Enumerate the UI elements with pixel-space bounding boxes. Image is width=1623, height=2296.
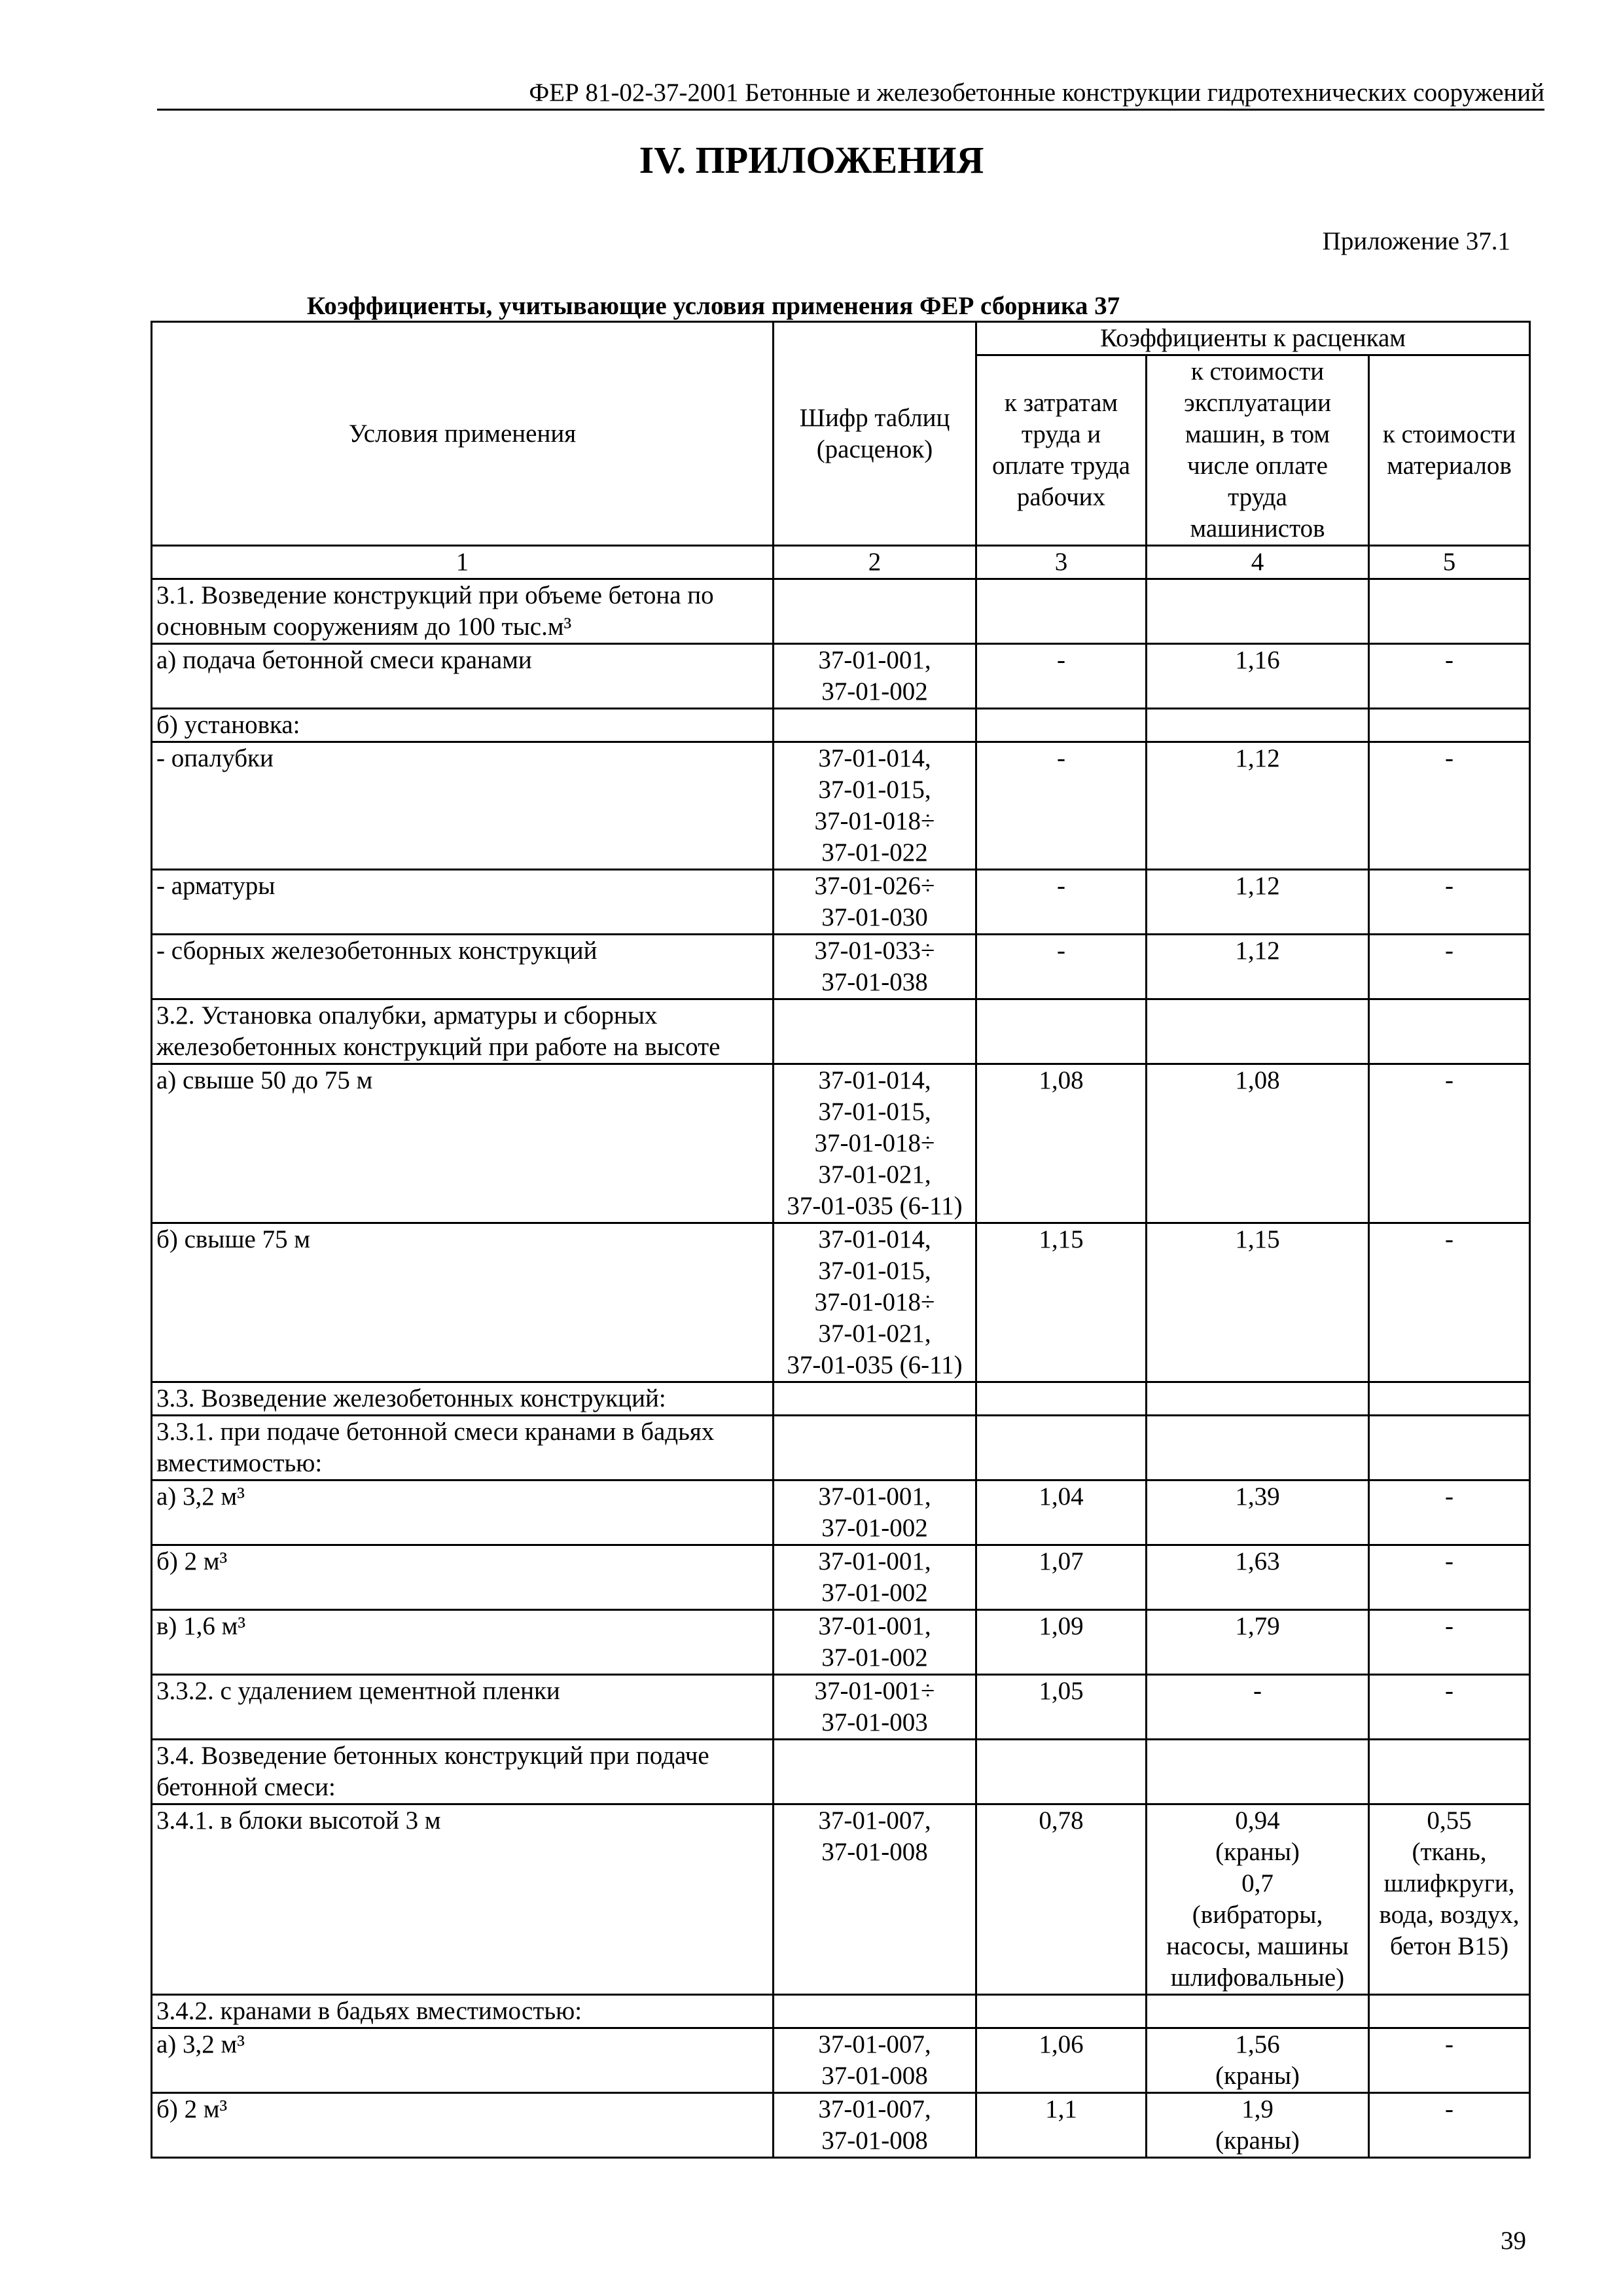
labor-coef-cell (976, 1064, 1147, 1223)
appendix-label: Приложение 37.1 (1322, 227, 1510, 255)
materials-coef-line: 0,55 (1427, 1806, 1472, 1835)
labor-coef-cell (976, 709, 1147, 742)
materials-coef-line: - (1445, 1225, 1454, 1253)
labor-coef-cell (976, 870, 1147, 935)
machines-coef-line: 1,12 (1235, 937, 1280, 965)
materials-coef-cell (1369, 644, 1530, 709)
materials-coef-cell (1369, 1610, 1530, 1675)
header-machines-line: к стоимости (1190, 357, 1325, 386)
table-row (152, 870, 1530, 935)
condition-cell (152, 1382, 774, 1416)
table-row (152, 2028, 1530, 2093)
machines-coef-cell (1147, 1416, 1369, 1480)
machines-coef-cell (1147, 1995, 1369, 2028)
machines-coef-line: 1,08 (1235, 1066, 1280, 1094)
labor-coef-cell (976, 742, 1147, 870)
header-row-1 (152, 322, 1530, 355)
code-line: 37-01-018÷ (814, 1288, 935, 1316)
code-cell (774, 1610, 976, 1675)
header-labor-line: к затратам (1004, 389, 1118, 417)
condition-cell (152, 935, 774, 999)
table-row (152, 1382, 1530, 1416)
code-cell (774, 709, 976, 742)
table-row (152, 1064, 1530, 1223)
column-number-3: 3 (976, 546, 1147, 579)
machines-coef-cell (1147, 1064, 1369, 1223)
table-row (152, 999, 1530, 1064)
header-machines-line: эксплуатации (1183, 389, 1332, 417)
materials-coef-line: вода, воздух, (1379, 1901, 1520, 1929)
materials-coef-cell (1369, 1804, 1530, 1995)
machines-coef-cell (1147, 1545, 1369, 1610)
condition-line: а) свыше 50 до 75 м (156, 1066, 373, 1094)
condition-line: железобетонных конструкций при работе на высоте (156, 1033, 721, 1061)
coefficients-table (151, 321, 1531, 2159)
code-line: 37-01-014, (818, 1225, 931, 1253)
condition-cell (152, 1545, 774, 1610)
materials-coef-cell (1369, 1064, 1530, 1223)
code-cell (774, 999, 976, 1064)
labor-coef-line: - (1057, 744, 1065, 772)
labor-coef-cell (976, 1804, 1147, 1995)
condition-line: - опалубки (156, 744, 274, 772)
code-line: 37-01-021, (818, 1160, 931, 1189)
labor-coef-line: 1,09 (1039, 1612, 1084, 1640)
machines-coef-cell (1147, 579, 1369, 644)
column-number-4: 4 (1147, 546, 1369, 579)
materials-coef-cell (1369, 1416, 1530, 1480)
machines-coef-cell (1147, 1675, 1369, 1740)
header-materials (1369, 355, 1530, 546)
labor-coef-line: 1,04 (1039, 1482, 1084, 1511)
condition-cell (152, 1223, 774, 1382)
header-materials-line: материалов (1387, 452, 1512, 480)
condition-cell (152, 1416, 774, 1480)
machines-coef-line: (краны) (1215, 1838, 1300, 1866)
code-cell (774, 1740, 976, 1804)
condition-cell (152, 1675, 774, 1740)
materials-coef-cell (1369, 870, 1530, 935)
header-machines-line: машинистов (1190, 514, 1325, 543)
machines-coef-line: 0,94 (1235, 1806, 1280, 1835)
code-line: 37-01-001, (818, 1547, 931, 1575)
materials-coef-cell (1369, 1995, 1530, 2028)
condition-cell (152, 1804, 774, 1995)
code-cell (774, 1545, 976, 1610)
labor-coef-line: - (1057, 872, 1065, 900)
header-machines-line: машин, в том (1185, 420, 1330, 448)
materials-coef-cell (1369, 709, 1530, 742)
labor-coef-cell (976, 2028, 1147, 2093)
materials-coef-cell (1369, 2028, 1530, 2093)
labor-coef-cell (976, 999, 1147, 1064)
condition-cell (152, 1610, 774, 1675)
code-cell (774, 2028, 976, 2093)
table-title: Коэффициенты, учитывающие условия применения ФЕР сборника 37 (306, 292, 1120, 320)
code-line: 37-01-008 (821, 1838, 928, 1866)
header-labor-line: труда и (1021, 420, 1101, 448)
materials-coef-cell (1369, 1223, 1530, 1382)
machines-coef-line: 1,16 (1235, 646, 1280, 674)
machines-coef-line: 1,56 (1235, 2030, 1280, 2058)
condition-line: в) 1,6 м³ (156, 1612, 246, 1640)
table-row (152, 2093, 1530, 2158)
condition-line: 3.2. Установка опалубки, арматуры и сборных (156, 1001, 658, 1030)
header-machines-line: труда (1228, 483, 1287, 511)
code-cell (774, 870, 976, 935)
code-cell (774, 644, 976, 709)
materials-coef-cell (1369, 935, 1530, 999)
materials-coef-line: - (1445, 872, 1454, 900)
machines-coef-line: 1,63 (1235, 1547, 1280, 1575)
column-number-5: 5 (1369, 546, 1530, 579)
condition-line: - арматуры (156, 872, 276, 900)
condition-cell (152, 1480, 774, 1545)
condition-line: 3.3.2. с удалением цементной пленки (156, 1677, 560, 1705)
code-line: 37-01-008 (821, 2062, 928, 2090)
code-line: 37-01-002 (821, 1579, 928, 1607)
table-row (152, 1610, 1530, 1675)
table-row (152, 935, 1530, 999)
page-number: 39 (1501, 2227, 1526, 2255)
header-machines-line: числе оплате (1187, 452, 1328, 480)
condition-line: 3.3.1. при подаче бетонной смеси кранами в бадьях (156, 1418, 715, 1446)
code-line: 37-01-007, (818, 1806, 931, 1835)
column-number-row (152, 546, 1530, 579)
code-line: 37-01-001÷ (814, 1677, 935, 1705)
condition-cell (152, 870, 774, 935)
labor-coef-cell (976, 1610, 1147, 1675)
condition-line: б) установка: (156, 711, 300, 739)
materials-coef-line: - (1445, 2030, 1454, 2058)
code-cell (774, 1382, 976, 1416)
code-line: 37-01-002 (821, 1514, 928, 1542)
header-labor-line: оплате труда (992, 452, 1130, 480)
code-line: 37-01-035 (6-11) (787, 1192, 963, 1220)
machines-coef-cell (1147, 644, 1369, 709)
machines-coef-line: (краны) (1215, 2126, 1300, 2155)
column-number-2: 2 (774, 546, 976, 579)
machines-coef-line: 1,79 (1235, 1612, 1280, 1640)
condition-cell (152, 742, 774, 870)
condition-line: 3.1. Возведение конструкций при объеме бетона по (156, 581, 714, 609)
labor-coef-line: 1,07 (1039, 1547, 1084, 1575)
code-line: 37-01-014, (818, 744, 931, 772)
materials-coef-cell (1369, 1740, 1530, 1804)
code-cell (774, 1064, 976, 1223)
machines-coef-line: насосы, машины (1166, 1932, 1349, 1960)
labor-coef-line: 1,1 (1045, 2095, 1077, 2123)
condition-cell (152, 709, 774, 742)
materials-coef-line: (ткань, (1412, 1838, 1487, 1866)
condition-line: основным сооружениям до 100 тыс.м³ (156, 613, 572, 641)
machines-coef-line: 0,7 (1241, 1869, 1274, 1897)
code-cell (774, 1416, 976, 1480)
header-labor (976, 355, 1147, 546)
materials-coef-line: - (1445, 646, 1454, 674)
labor-coef-cell (976, 935, 1147, 999)
labor-coef-cell (976, 1675, 1147, 1740)
code-line: 37-01-002 (821, 1643, 928, 1672)
materials-coef-line: - (1445, 1677, 1454, 1705)
machines-coef-cell (1147, 709, 1369, 742)
code-line: 37-01-022 (821, 838, 928, 867)
table-row (152, 1675, 1530, 1740)
code-line: 37-01-001, (818, 1612, 931, 1640)
condition-cell (152, 1995, 774, 2028)
column-number-1: 1 (152, 546, 774, 579)
condition-line: б) 2 м³ (156, 2095, 228, 2123)
machines-coef-cell (1147, 1740, 1369, 1804)
machines-coef-cell (1147, 1804, 1369, 1995)
condition-cell (152, 1064, 774, 1223)
materials-coef-line: бетон В15) (1389, 1932, 1509, 1960)
machines-coef-line: (вибраторы, (1192, 1901, 1323, 1929)
condition-line: б) 2 м³ (156, 1547, 228, 1575)
code-cell (774, 935, 976, 999)
materials-coef-cell (1369, 1545, 1530, 1610)
code-cell (774, 1995, 976, 2028)
materials-coef-cell (1369, 999, 1530, 1064)
machines-coef-line: 1,12 (1235, 744, 1280, 772)
condition-line: - сборных железобетонных конструкций (156, 937, 597, 965)
header-machines (1147, 355, 1369, 546)
condition-cell (152, 2093, 774, 2158)
labor-coef-line: 1,08 (1039, 1066, 1084, 1094)
header-divider (157, 109, 1544, 111)
table-row (152, 709, 1530, 742)
materials-coef-cell (1369, 579, 1530, 644)
materials-coef-line: шлифкруги, (1383, 1869, 1515, 1897)
machines-coef-cell (1147, 1480, 1369, 1545)
labor-coef-line: - (1057, 937, 1065, 965)
condition-line: бетонной смеси: (156, 1773, 336, 1801)
machines-coef-cell (1147, 1223, 1369, 1382)
machines-coef-cell (1147, 2093, 1369, 2158)
materials-coef-cell (1369, 1480, 1530, 1545)
labor-coef-line: 1,06 (1039, 2030, 1084, 2058)
condition-cell (152, 579, 774, 644)
code-line: 37-01-033÷ (814, 937, 935, 965)
code-cell (774, 1804, 976, 1995)
machines-coef-cell (1147, 870, 1369, 935)
condition-cell (152, 999, 774, 1064)
condition-line: 3.4. Возведение бетонных конструкций при подаче (156, 1742, 709, 1770)
labor-coef-line: 1,05 (1039, 1677, 1084, 1705)
code-line: 37-01-003 (821, 1708, 928, 1736)
machines-coef-cell (1147, 1610, 1369, 1675)
machines-coef-line: 1,15 (1235, 1225, 1280, 1253)
labor-coef-line: 0,78 (1039, 1806, 1084, 1835)
labor-coef-cell (976, 1223, 1147, 1382)
header-materials-line: к стоимости (1382, 420, 1516, 448)
labor-coef-cell (976, 1995, 1147, 2028)
condition-line: 3.4.2. кранами в бадьях вместимостью: (156, 1997, 582, 2025)
table-row (152, 1223, 1530, 1382)
labor-coef-line: 1,15 (1039, 1225, 1084, 1253)
condition-line: б) свыше 75 м (156, 1225, 311, 1253)
materials-coef-cell (1369, 742, 1530, 870)
materials-coef-line: - (1445, 937, 1454, 965)
materials-coef-line: - (1445, 1612, 1454, 1640)
table-row (152, 1480, 1530, 1545)
labor-coef-cell (976, 1416, 1147, 1480)
labor-coef-cell (976, 1480, 1147, 1545)
code-line: 37-01-018÷ (814, 807, 935, 835)
machines-coef-cell (1147, 935, 1369, 999)
code-line: 37-01-007, (818, 2030, 931, 2058)
code-line: 37-01-026÷ (814, 872, 935, 900)
code-line: 37-01-002 (821, 677, 928, 706)
header-code-line: Шифр таблиц (799, 403, 950, 432)
condition-line: а) 3,2 м³ (156, 2030, 245, 2058)
table-row (152, 644, 1530, 709)
materials-coef-cell (1369, 1675, 1530, 1740)
machines-coef-cell (1147, 2028, 1369, 2093)
machines-coef-line: шлифовальные) (1170, 1964, 1345, 1992)
code-line: 37-01-008 (821, 2126, 928, 2155)
code-cell (774, 742, 976, 870)
labor-coef-cell (976, 579, 1147, 644)
labor-coef-cell (976, 2093, 1147, 2158)
code-line: 37-01-015, (818, 776, 931, 804)
machines-coef-line: 1,9 (1241, 2095, 1274, 2123)
table-row (152, 1995, 1530, 2028)
materials-coef-cell (1369, 2093, 1530, 2158)
machines-coef-line: 1,39 (1235, 1482, 1280, 1511)
machines-coef-cell (1147, 742, 1369, 870)
materials-coef-line: - (1445, 2095, 1454, 2123)
table-row (152, 579, 1530, 644)
code-line: 37-01-015, (818, 1098, 931, 1126)
code-line: 37-01-021, (818, 1319, 931, 1348)
code-cell (774, 579, 976, 644)
materials-coef-line: - (1445, 1066, 1454, 1094)
table-row (152, 1545, 1530, 1610)
labor-coef-cell (976, 644, 1147, 709)
labor-coef-cell (976, 1382, 1147, 1416)
table-row (152, 1416, 1530, 1480)
condition-line: 3.3. Возведение железобетонных конструкций: (156, 1384, 666, 1412)
code-line: 37-01-001, (818, 646, 931, 674)
labor-coef-line: - (1057, 646, 1065, 674)
table-row (152, 1740, 1530, 1804)
header-code (774, 322, 976, 546)
table-row (152, 742, 1530, 870)
machines-coef-line: - (1253, 1677, 1262, 1705)
code-line: 37-01-018÷ (814, 1129, 935, 1157)
header-coefficients: Коэффициенты к расценкам (976, 322, 1530, 355)
header-labor-line: рабочих (1016, 483, 1106, 511)
running-header: ФЕР 81-02-37-2001 Бетонные и железобетонные конструкции гидротехнических сооружений (529, 79, 1544, 107)
condition-line: 3.4.1. в блоки высотой 3 м (156, 1806, 441, 1835)
condition-cell (152, 2028, 774, 2093)
materials-coef-line: - (1445, 1482, 1454, 1511)
machines-coef-line: (краны) (1215, 2062, 1300, 2090)
code-cell (774, 2093, 976, 2158)
code-cell (774, 1223, 976, 1382)
materials-coef-cell (1369, 1382, 1530, 1416)
machines-coef-line: 1,12 (1235, 872, 1280, 900)
materials-coef-line: - (1445, 1547, 1454, 1575)
code-line: 37-01-038 (821, 968, 928, 996)
condition-cell (152, 1740, 774, 1804)
code-line: 37-01-001, (818, 1482, 931, 1511)
code-cell (774, 1675, 976, 1740)
condition-line: вместимостью: (156, 1449, 323, 1477)
code-line: 37-01-015, (818, 1257, 931, 1285)
code-line: 37-01-035 (6-11) (787, 1351, 963, 1379)
labor-coef-cell (976, 1545, 1147, 1610)
code-line: 37-01-007, (818, 2095, 931, 2123)
materials-coef-line: - (1445, 744, 1454, 772)
code-line: 37-01-014, (818, 1066, 931, 1094)
condition-line: а) подача бетонной смеси кранами (156, 646, 532, 674)
labor-coef-cell (976, 1740, 1147, 1804)
code-cell (774, 1480, 976, 1545)
machines-coef-cell (1147, 1382, 1369, 1416)
table-row (152, 1804, 1530, 1995)
section-title: IV. ПРИЛОЖЕНИЯ (639, 139, 984, 181)
condition-cell (152, 644, 774, 709)
condition-line: а) 3,2 м³ (156, 1482, 245, 1511)
machines-coef-cell (1147, 999, 1369, 1064)
header-conditions: Условия применения (152, 322, 774, 546)
header-code-line: (расценок) (816, 435, 933, 463)
code-line: 37-01-030 (821, 903, 928, 931)
